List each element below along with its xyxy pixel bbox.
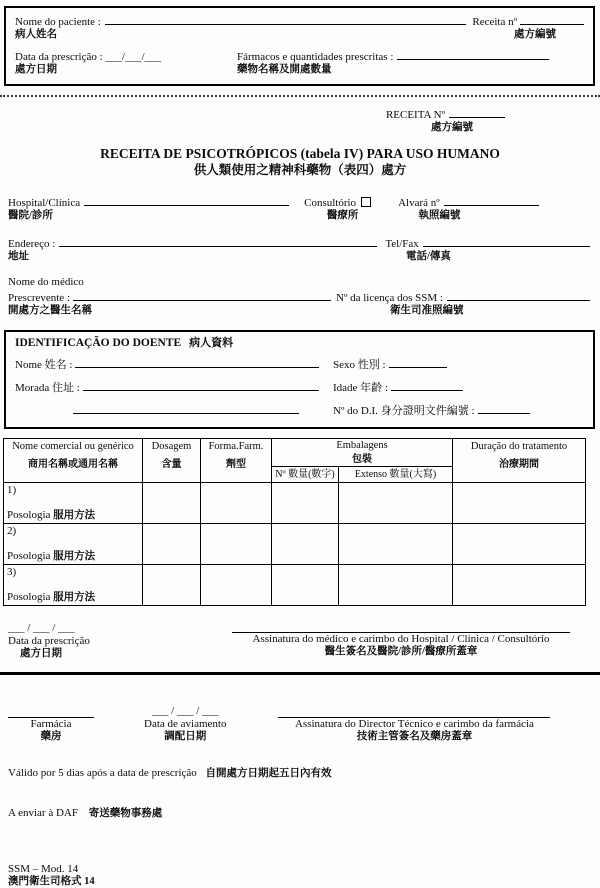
drug-3-duration-cell[interactable] [453, 565, 586, 606]
col-header-packaging-pt: Embalagens [336, 440, 388, 452]
patient-name-field[interactable] [105, 13, 467, 25]
receita-no-label-zh: 處方編號 [514, 28, 556, 40]
drug-3-qty-number-cell[interactable] [272, 565, 339, 606]
patient-identification-box [4, 330, 595, 429]
col-header-dosage-pt: Dosagem [151, 441, 192, 453]
ssm-license-label-zh: 衛生司准照編號 [390, 305, 464, 317]
alvara-label-zh: 執照編號 [418, 209, 461, 221]
drug-3-qty-words-cell[interactable] [339, 565, 453, 606]
address-label-pt: Endereço : [8, 238, 56, 251]
doctor-name-heading: Nome do médico [8, 276, 84, 289]
col-header-dosage [143, 439, 201, 483]
validity-note-zh: 自開處方日期起五日內有效 [205, 767, 332, 779]
ssm-license-field[interactable] [447, 289, 590, 301]
pharmacy-label-zh: 藥房 [40, 730, 62, 742]
patient-age-label: Idade 年齡 : [333, 382, 388, 395]
receita-header-label-pt: RECEITA Nº [385, 108, 445, 121]
doctor-signature-section [8, 622, 590, 660]
alvara-field[interactable] [444, 194, 539, 206]
drug-2-qty-number-cell[interactable] [272, 524, 339, 565]
doctor-signature-label-pt: Assinatura do médico e carimbo do Hospital / Clínica / Consultório [252, 633, 550, 646]
prescription-date-field[interactable]: ___/___/___ [105, 51, 162, 64]
posologia-label-pt: Posologia [7, 549, 51, 562]
col-header-packaging-zh: 包裝 [352, 453, 372, 465]
doctor-date-field[interactable]: ___ / ___ / ___ [8, 622, 75, 635]
col-header-name-pt: Nome comercial ou genérico [12, 441, 134, 453]
form-code-pt: SSM – Mod. 14 [8, 862, 79, 875]
drug-2-qty-words-cell[interactable] [339, 524, 453, 565]
drug-1-number: 1) [7, 484, 17, 497]
pharmacy-label-pt: Farmácia [30, 717, 72, 730]
prescriber-label-zh: 開處方之醫生名稱 [8, 305, 92, 317]
send-to-daf-pt: A enviar à DAF [8, 807, 78, 820]
posologia-label-zh: 服用方法 [53, 591, 96, 603]
patient-name-id-field[interactable] [75, 356, 319, 368]
receita-no-field[interactable] [520, 13, 584, 25]
dispense-date-label-pt: Data de aviamento [144, 717, 227, 730]
drugs-quantities-field[interactable] [397, 48, 549, 60]
patient-sex-field[interactable] [389, 356, 447, 368]
drug-1-form-cell[interactable] [201, 483, 272, 524]
drug-1-qty-words-cell[interactable] [339, 483, 453, 524]
form-code-zh: 澳門衛生司格式 14 [8, 875, 95, 887]
drugs-quantities-label-zh: 藥物名稱及開處數量 [237, 64, 332, 76]
drug-row-1 [4, 483, 586, 524]
drug-1-duration-cell[interactable] [453, 483, 586, 524]
col-header-packaging-number: Nº 數量(數字) [272, 466, 339, 483]
col-header-packaging [272, 439, 453, 466]
doctor-signature-label-zh: 醫生簽名及醫院/診所/醫療所蓋章 [324, 646, 478, 658]
prescription-date-label-pt: Data da prescrição : [15, 51, 103, 64]
drug-2-form-cell[interactable] [201, 524, 272, 565]
posologia-label-zh: 服用方法 [53, 509, 96, 521]
hospital-clinic-label-zh: 醫院/診所 [8, 209, 53, 221]
validity-note-pt: Válido por 5 dias após a data de prescrição [8, 766, 197, 779]
drug-row-2 [4, 524, 586, 565]
receita-number-header [0, 106, 505, 134]
drugs-quantities-label-pt: Fármacos e quantidades prescritas : [237, 51, 394, 64]
receita-no-label-pt: Receita nº [472, 16, 517, 28]
drug-3-dosage-cell[interactable] [143, 565, 201, 606]
patient-id-title-pt: IDENTIFICAÇÃO DO DOENTE [15, 336, 182, 349]
ssm-license-label-pt: Nº da licença dos SSM : [336, 292, 443, 305]
receita-header-label-zh: 處方編號 [431, 121, 473, 133]
drug-1-name-cell[interactable] [4, 483, 143, 524]
hospital-clinic-field[interactable] [84, 194, 289, 206]
patient-age-field[interactable] [391, 379, 463, 391]
drug-3-number: 3) [7, 566, 17, 579]
patient-address-label: Morada 住址 : [15, 382, 80, 395]
patient-name-id-label: Nome 姓名 : [15, 359, 73, 372]
patient-address-field[interactable] [83, 379, 319, 391]
prescriber-label-pt: Prescrevente : [8, 292, 70, 305]
patient-id-number-field[interactable] [478, 402, 530, 414]
send-to-daf-zh: 寄送藥物事務處 [88, 808, 163, 820]
prescription-date-label-zh: 處方日期 [15, 64, 57, 76]
form-title-pt: RECEITA DE PSICOTRÓPICOS (tabela IV) PARA USO HUMANO [100, 146, 500, 162]
director-signature-label-zh: 技術主管簽名及藥房蓋章 [356, 730, 473, 742]
patient-name-label-zh: 病人姓名 [15, 28, 57, 40]
posologia-label-pt: Posologia [7, 590, 51, 603]
director-signature-label-pt: Assinatura do Director Técnico e carimbo da farmácia [294, 717, 534, 730]
col-header-packaging-words: Extenso 數量(大寫) [339, 466, 453, 483]
dotted-separator [0, 95, 600, 97]
drug-1-qty-number-cell[interactable] [272, 483, 339, 524]
consultorio-checkbox[interactable] [361, 197, 371, 207]
col-header-name [4, 439, 143, 483]
dispense-date-label-zh: 調配日期 [164, 730, 207, 742]
form-title-zh: 供人類使用之精神科藥物（表四）處方 [193, 162, 407, 177]
doctor-date-label-zh: 處方日期 [20, 648, 62, 660]
patient-summary-box [4, 6, 595, 86]
address-label-zh: 地址 [8, 251, 29, 263]
drug-3-name-cell[interactable] [4, 565, 143, 606]
drug-3-form-cell[interactable] [201, 565, 272, 606]
dispense-date-field[interactable]: ___ / ___ / ___ [151, 704, 219, 717]
patient-id-title-zh: 病人資料 [189, 336, 234, 349]
col-header-form-zh: 劑型 [226, 458, 246, 470]
col-header-dosage-zh: 含量 [161, 458, 182, 470]
patient-address2-field[interactable] [73, 402, 299, 414]
drug-1-dosage-cell[interactable] [143, 483, 201, 524]
prescriber-field[interactable] [73, 289, 331, 301]
alvara-label-pt: Alvará nº [398, 196, 440, 209]
col-header-name-zh: 商用名稱或通用名稱 [28, 458, 118, 470]
patient-sex-label: Sexo 性別 : [333, 359, 386, 372]
posologia-label-pt: Posologia [7, 508, 51, 521]
drug-2-number: 2) [7, 525, 17, 538]
drug-2-duration-cell[interactable] [453, 524, 586, 565]
telfax-field[interactable] [423, 235, 590, 247]
col-header-duration [453, 439, 586, 483]
col-header-duration-zh: 治療期間 [499, 458, 540, 470]
address-field[interactable] [59, 235, 377, 247]
col-header-duration-pt: Duração do tratamento [470, 441, 568, 453]
drug-table [3, 438, 586, 606]
doctor-date-label-pt: Data da prescrição [8, 635, 90, 648]
psychotropics-prescription-form [0, 6, 600, 887]
consultorio-label-pt: Consultório [304, 196, 357, 209]
receita-header-field[interactable] [449, 106, 505, 118]
col-header-form-pt: Forma.Farm. [208, 441, 264, 453]
telfax-label-pt: Tel/Fax [385, 238, 419, 251]
consultorio-label-zh: 醫療所 [326, 209, 359, 221]
patient-id-number-label: Nº do D.I. 身分證明文件編號 : [333, 405, 475, 418]
telfax-label-zh: 電話/傳真 [406, 251, 451, 263]
drug-row-3 [4, 565, 586, 606]
col-header-form [201, 439, 272, 483]
posologia-label-zh: 服用方法 [53, 550, 96, 562]
drug-2-dosage-cell[interactable] [143, 524, 201, 565]
drug-2-name-cell[interactable] [4, 524, 143, 565]
section-divider [0, 672, 600, 675]
patient-name-label-pt: Nome do paciente : [15, 16, 101, 28]
pharmacy-signature-section [8, 705, 590, 743]
hospital-clinic-label-pt: Hospital/Clínica [8, 196, 81, 209]
